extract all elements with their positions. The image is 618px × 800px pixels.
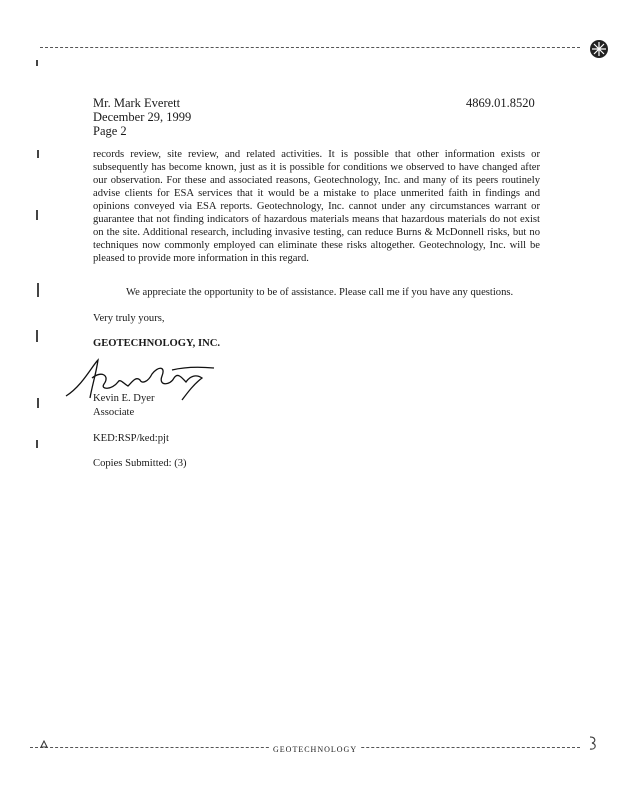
company-name: GEOTECHNOLOGY, INC. <box>93 338 221 349</box>
letter-date: December 29, 1999 <box>93 110 192 124</box>
page-number: Page 2 <box>93 124 127 138</box>
margin-mark <box>36 440 38 448</box>
reference-initials: KED:RSP/ked:pjt <box>93 433 169 444</box>
recipient-name: Mr. Mark Everett <box>93 96 181 110</box>
page-corner-mark-icon <box>588 735 598 751</box>
top-rule <box>40 47 580 48</box>
project-number: 4869.01.8520 <box>466 96 535 110</box>
margin-mark <box>36 330 38 342</box>
margin-mark <box>37 150 39 158</box>
body-paragraph-1: records review, site review, and related activities. It is possible that other information exists or subsequently has become known, just as it is possible for conditions we observed to have changed after our observation. For these and associated reasons, Geotechnology, Inc. and many of its peers routinely advise clients for ESA services that it would be a mistake to place unmerited faith in findings and opinions conveyed via ESA reports. Geotechnology, Inc. cannot under any circumstances warrant or guarantee that not finding indicators of hazardous materials means that hazardous materials do not exist on the site. Additional research, including invasive testing, can reduce Burns & McDonnell risks, but no techniques now commonly employed can eliminate these risks altogether. Geotechnology, Inc. will be pleased to provide more information in this regard. <box>93 149 540 264</box>
margin-mark <box>37 283 39 297</box>
margin-mark <box>36 210 38 220</box>
salutation: Very truly yours, <box>93 313 165 324</box>
copies-submitted: Copies Submitted: (3) <box>93 458 187 469</box>
body-paragraph-2: We appreciate the opportunity to be of assistance. Please call me if you have any questions. <box>126 287 514 298</box>
signer-title: Associate <box>93 407 135 418</box>
letterhead-logo-icon <box>588 38 610 60</box>
margin-mark <box>36 60 38 66</box>
signer-name: Kevin E. Dyer <box>93 393 155 404</box>
recycled-paper-icon <box>40 735 48 743</box>
margin-mark <box>37 398 39 408</box>
footer-company: GEOTECHNOLOGY <box>270 745 360 754</box>
